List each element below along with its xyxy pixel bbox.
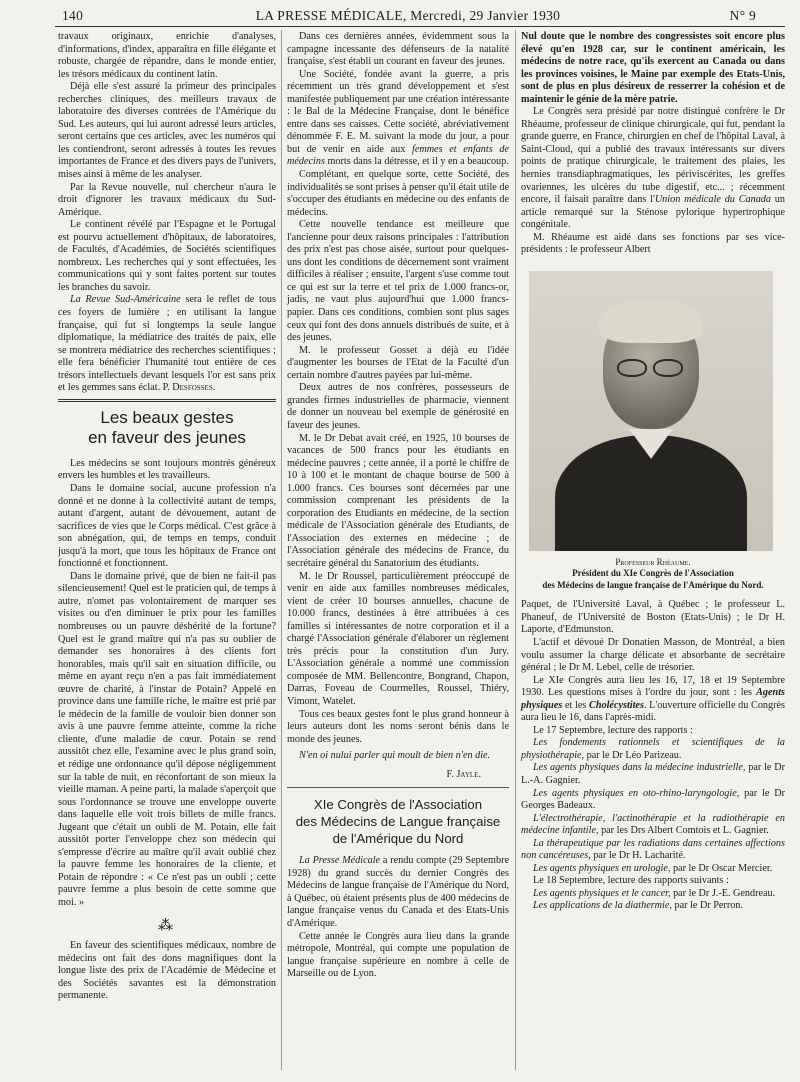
heading-line: des Médecins de Langue française <box>295 814 501 830</box>
closing-quote: N'en oi nului parler qui moult de bien n'en die. <box>299 750 491 762</box>
heading-line: de l'Amérique du Nord <box>332 831 464 847</box>
heading-line: en faveur des jeunes <box>88 427 246 447</box>
paragraph: Le 17 Septembre, lecture des rapports : <box>533 724 693 736</box>
paragraph: Nul doute que le nombre des congressistes soit encore plus élevé qu'en 1928 car, sur le continent américain, les médecins de notre race, qu'ils exercent au Canada ou dans les provinces voisines, le Maine par exemple des Etats-Unis, sont de plus en plus désireux de resserrer la cohésion et de maintenir le génie de la mère patrie. <box>521 31 785 105</box>
glasses-icon <box>617 359 647 377</box>
paragraph: Complétant, en quelque sorte, cette Société, des individualités se sont prises à penser qu'il était utile de s'occuper des étudiants en médecine ou des enfants de médecins. <box>287 169 509 218</box>
report-title: L'électrothérapie, l'actinothérapie et la radiothérapie en médecine infantile, <box>521 812 785 837</box>
report-author: par le Dr H. Lacharité. <box>590 850 686 862</box>
article-heading <box>287 796 509 847</box>
report-title: Les agents physiques dans la médecine industrielle, <box>533 762 746 774</box>
journal-name: Union médicale du Canada <box>654 194 771 206</box>
report-title: Les fondements rationnels et scientifiques de la physiothérapie, <box>521 737 785 761</box>
paragraph <box>58 294 276 394</box>
paragraph: Le continent révélé par l'Espagne et le Portugal est pourvu actuellement d'hôpitaux, de laboratoires, de Facultés, d'Académies, de Sociétés scientifiques nombreux. Les recherches qui y sont effectuées, les communications qui y sont faites portent sur toutes les branches du savoir. <box>58 219 276 293</box>
report-author: par le Dr J.-E. Gendreau. <box>670 887 776 899</box>
report-author: par le Dr Léo Parizeau. <box>584 749 682 761</box>
paragraph: Tous ces beaux gestes font le plus grand honneur à leurs auteurs dont les noms seront bénis dans le monde des jeunes. <box>287 708 509 745</box>
report-item <box>521 900 785 913</box>
paragraph: Cette année le Congrès aura lieu dans la grande métropole, Montréal, qui compte une population de langue française supérieure en nombre à celle de Marseille ou de Lyon. <box>287 930 509 980</box>
paragraph <box>521 675 785 725</box>
caption-name: Professeur Rhéaume. <box>615 556 691 567</box>
heading-line: Les beaux gestes <box>100 407 234 427</box>
report-item <box>521 813 785 838</box>
photo-caption <box>521 557 785 592</box>
paragraph <box>287 855 509 930</box>
report-title: Les agents physiques et le cancer, <box>533 887 671 899</box>
paragraph: L'actif et dévoué Dr Donatien Masson, de Montréal, a bien voulu assumer la charge délicate et absorbante de secrétaire général ; le Dr M. Lebel, celle de trésorier. <box>521 636 785 674</box>
column-divider <box>281 30 282 1070</box>
report-item <box>521 863 785 876</box>
header-rule <box>55 26 785 27</box>
paragraph-text: Le XIe Congrès aura lieu les 16, 17, 18 et 19 Septembre 1930. Les questions mises à l'ordre du jour, sont : les <box>521 674 785 699</box>
paragraph-text: Le Congrès sera présidé par notre distingué confrère le Dr Rhéaume, professeur de clinique chirurgicale, qui fut, pendant la grande guerre, en France, chirurgien en chef de l'hôpital Laval, à Saint-Cloud, qui a publié des travaux intéressants sur divers points de pratique chirurgicale, le traitement des plaies, les hernies transdiaphragmatiques, les périviscérites, les greffes ovariennes, les ulcères du tube digestif, etc... ; récemment encore, il faisait paraître dans l' <box>521 106 785 206</box>
glasses-icon <box>653 359 683 377</box>
paragraph: Dans le domaine privé, que de bien ne fait-il pas silencieusement! Quel est le praticien qui, de temps à autre, n'omet pas volontairement de marquer ses visites ou d'en diminuer le prix pour les familles nombreuses ou un pauvre déshérité de la fortune? Quel est le grand maître qui n'a pas su oublier de demander ses honoraires à des clients fort honorables, mais qu'il sait en situation difficile, ou même en ayant reçu n'en a pas fait immédiatement œuvre de charité, à l'instar de Potain? Appelé en province dans une famille riche, le maître est prié par le médecin de la famille de vouloir bien donner son avis à une pauvre femme atteinte, comme la riche cliente, d'une maladie de cœur. Potain se rend aussitôt chez elle, l'examine avec le plus grand soin, et rédige une ordonnance qu'il dépose négligemment sur la table de nuit, en réconfortant de son mieux la vieille maman. A peine parti, la malade s'aperçoit que sous l'ordonnance se trouve une enveloppe ouverte dans laquelle elle voit trois billets de mille francs. Jugeant que c'était un oubli de M. Potain, elle fait aussitôt porter l'enveloppe chez son médecin qui s'empresse d'écrire au maître qu'il avait oublié chez la pauvre femme les honoraires de la cliente, et Potain de répondre : « Ce n'est pas un oubli ; cette pauvre femme a plus besoin de cette somme que moi. » <box>58 570 276 908</box>
section-rule <box>58 399 276 402</box>
page-header <box>40 6 776 26</box>
paragraph <box>287 69 509 169</box>
paragraph-text: . L'ouverture officielle du Congrès aura lieu le 16, dans l'après-midi. <box>521 699 785 724</box>
portrait-photo <box>529 271 773 551</box>
paragraph: Les médecins se sont toujours montrés généreux envers les humbles et les travailleurs. <box>58 457 276 482</box>
paragraph: Deux autres de nos confrères, possesseurs de grandes firmes industrielles de pharmacie, viennent de donner un nouveau bel exemple de générosité en faveur des jeunes. <box>287 382 509 431</box>
journal-name: La Presse Médicale <box>299 855 381 867</box>
paragraph: travaux originaux, enrichie d'analyses, d'informations, d'index, apparaîtra en fille élégante et robuste, chargée de répandre, dans le monde entier, les trésors médicaux du continent latin. <box>58 31 276 80</box>
paragraph: M. le Dr Debat avait créé, en 1925, 10 bourses de vacances de 500 francs pour les étudiants en médecine pauvres ; cette année, il a porté le chiffre de 10 à 100 et le montant de chaque bourse de 500 à 1.000 francs. Ces bourses sont décernées par une commission comprenant les présidents de la corporation des Etudiants en médecine, de la section médicale de l'Association générale des Etudiants, de l'Association des externes en médecine ; de l'Association générale des médecins de France, du secrétaire général du Sanatorium des étudiants. <box>287 432 509 569</box>
issue-number: N° 9 <box>729 8 756 23</box>
paragraph: En faveur des scientifiques médicaux, nombre de médecins ont fait des dons magnifiques dont la longue liste des prix de l'Académie de Médecine et des Sociétés savantes est la démonstration permanente. <box>58 940 276 1002</box>
report-author: par les Drs Albert Comtois et L. Gagnier. <box>598 825 769 837</box>
report-author: par le Dr Georges Badeaux. <box>521 787 785 812</box>
report-title: Les applications de la diathermie, <box>533 900 672 912</box>
column-2 <box>287 31 509 981</box>
report-title: La thérapeutique par les radiations dans certaines affections non cancéreuses, <box>521 837 785 862</box>
column-divider <box>515 30 516 1070</box>
paragraph-text: et les <box>562 699 590 711</box>
paragraph: Dans ces dernières années, évidemment sous la campagne incessante des défenseurs de la natalité française, s'est établi un courant en faveur des jeunes. <box>287 31 509 68</box>
section-rule <box>287 787 509 788</box>
journal-title: LA PRESSE MÉDICALE, Mercredi, 29 Janvier 1930 <box>255 8 561 23</box>
report-title: Les agents physiques en oto-rhino-laryngologie, <box>533 787 740 799</box>
paragraph: Paquet, de l'Université Laval, à Québec ; le professeur L. Phaneuf, de l'Université de Boston (Etats-Unis) ; le Dr H. Laporte, d'Edmunston. <box>521 599 785 636</box>
paragraph-text: a rendu compte (29 Septembre 1928) du grand succès du dernier Congrès des Médecins de langue française de l'Amérique du Nord, à Québec, où étaient présents plus de 400 médecins de langue française venus du Canada et des Etats-Unis d'Amérique. <box>287 855 509 929</box>
report-item <box>521 737 785 762</box>
paragraph: Cette nouvelle tendance est meilleure que l'ancienne pour deux raisons principales : l'attribution des prix n'est pas chose aisée, surtout pour quelques-uns dont les conditions de décernement sont vraiment difficiles à réaliser ; ensuite, l'argent s'use comme tout ce qui est sur la terre et tel prix de 1.000 francs-or, jadis, ne vaut plus aujourd'hui que 1.000 francs-papier. Dans ces conditions, combien sont plus sages ceux qui font des dons annuels distribués de suite, et à des jeunes. <box>287 219 509 344</box>
paragraph: Dans le domaine social, aucune profession n'a donné et ne donne à la collectivité autant de temps, autant d'argent, autant de dévouement, autant de sacrifices de vies que le Corps médical. C'est grâce à son abnégation, qui, de temps en temps, conduit jusqu'à la mort, que tous les hôpitaux de France ont fonctionné et fonctionnent. <box>58 482 276 570</box>
paragraph-text: un article remarqué sur la Sténose pylorique hypertrophique congénitale. <box>521 194 785 231</box>
article-heading <box>58 408 276 448</box>
paragraph: Le 18 Septembre, lecture des rapports suivants : <box>533 875 729 887</box>
heading-line: XIe Congrès de l'Association <box>313 797 483 813</box>
page-number: 140 <box>62 8 84 23</box>
revue-title: La Revue Sud-Américaine <box>70 294 181 306</box>
author-signature: F. Jayle. <box>446 768 481 780</box>
paragraph-text: morts dans la détresse, et il y en a beaucoup. <box>324 156 509 168</box>
report-author: par le Dr Oscar Mercier. <box>670 862 773 874</box>
portrait-hair <box>599 299 703 343</box>
emphasis: femmes et enfants de médecins <box>287 143 509 168</box>
report-item <box>521 888 785 901</box>
report-author: par le Dr Perron. <box>671 900 743 912</box>
paragraph <box>521 106 785 231</box>
paragraph-text: sera le reflet de tous ces foyers de lumière ; en utilisant la langue française, qui fut si longtemps la seule langue diplomatique, la médiatrice des traités de paix, elle se montrera médiatrice des recherches scientifiques ; elle fera bénéficier l'humanité tout entière de ces trésors intellectuels devant lesquels l'or est sans prix et les gemmes sans éclat. <box>58 294 276 394</box>
caption-line: des Médecins de langue française de l'Amérique du Nord. <box>542 579 764 590</box>
paragraph: M. Rhéaume est aidé dans ses fonctions par ses vice-présidents : le professeur Albert <box>521 231 785 256</box>
paragraph: M. le Dr Roussel, particulièrement préoccupé de venir en aide aux familles nombreuses médicales, vient de créer 10 bourses annuelles, chacune de 10.000 francs, destinées à être attribuées à ces familles si intéressantes de notre corporation et il a chargé l'Association générale d'élaborer un règlement très précis pour la constitution d'un Jury. L'Association générale a nommé une commission composée de MM. Bellencontre, Bongrand, Chapon, Darras, Foveau de Courmelles, Roussel, Thiéry, Vimont, Watelet. <box>287 570 509 707</box>
column-3 <box>521 31 785 913</box>
report-item <box>521 838 785 863</box>
report-item <box>521 788 785 813</box>
paragraph: Déjà elle s'est assuré la primeur des principales recherches cliniques, des meilleurs travaux de laboratoire des diverses contrées de l'Amérique du Sud. Les auteurs, qui lui auront adressé leurs articles, seront certains que ces articles, avec les numéros qui les contiendront, seront adressés à toutes les revues importantes de France et des divers pays de l'univers, mises ainsi à même de les analyser. <box>58 81 276 181</box>
paragraph: Par la Revue nouvelle, nul chercheur n'aura le droit d'ignorer les travaux médicaux du Sud-Amérique. <box>58 181 276 218</box>
column-1 <box>58 31 276 1003</box>
caption-line: Président du XIe Congrès de l'Association <box>572 568 734 579</box>
topic: Agents physiques <box>521 687 785 711</box>
report-title: Les agents physiques en urologie, <box>533 862 671 874</box>
report-item <box>521 762 785 787</box>
topic: Cholécystites <box>589 699 644 711</box>
paragraph: M. le professeur Gosset a déjà eu l'idée d'augmenter les bourses de l'Etat de la Faculté d'un certain nombre d'autres payées par lui-même. <box>287 344 509 381</box>
paragraph-text: Une Société, fondée avant la guerre, a pris récemment un très grand développement et s'est manifestée publiquement par une création intéressante : le Bal de la Médecine Française, dont le bénéfice entre dans ses caisses. Cette société, abréviativement dénommée F. E. M. suivant la mode du jour, a pour but de venir en aide aux <box>287 68 509 155</box>
section-asterism: ⁂ <box>158 917 176 934</box>
report-author: par le Dr L.-A. Gagnier. <box>521 762 785 786</box>
author-signature: P. Desfosses. <box>162 382 216 394</box>
